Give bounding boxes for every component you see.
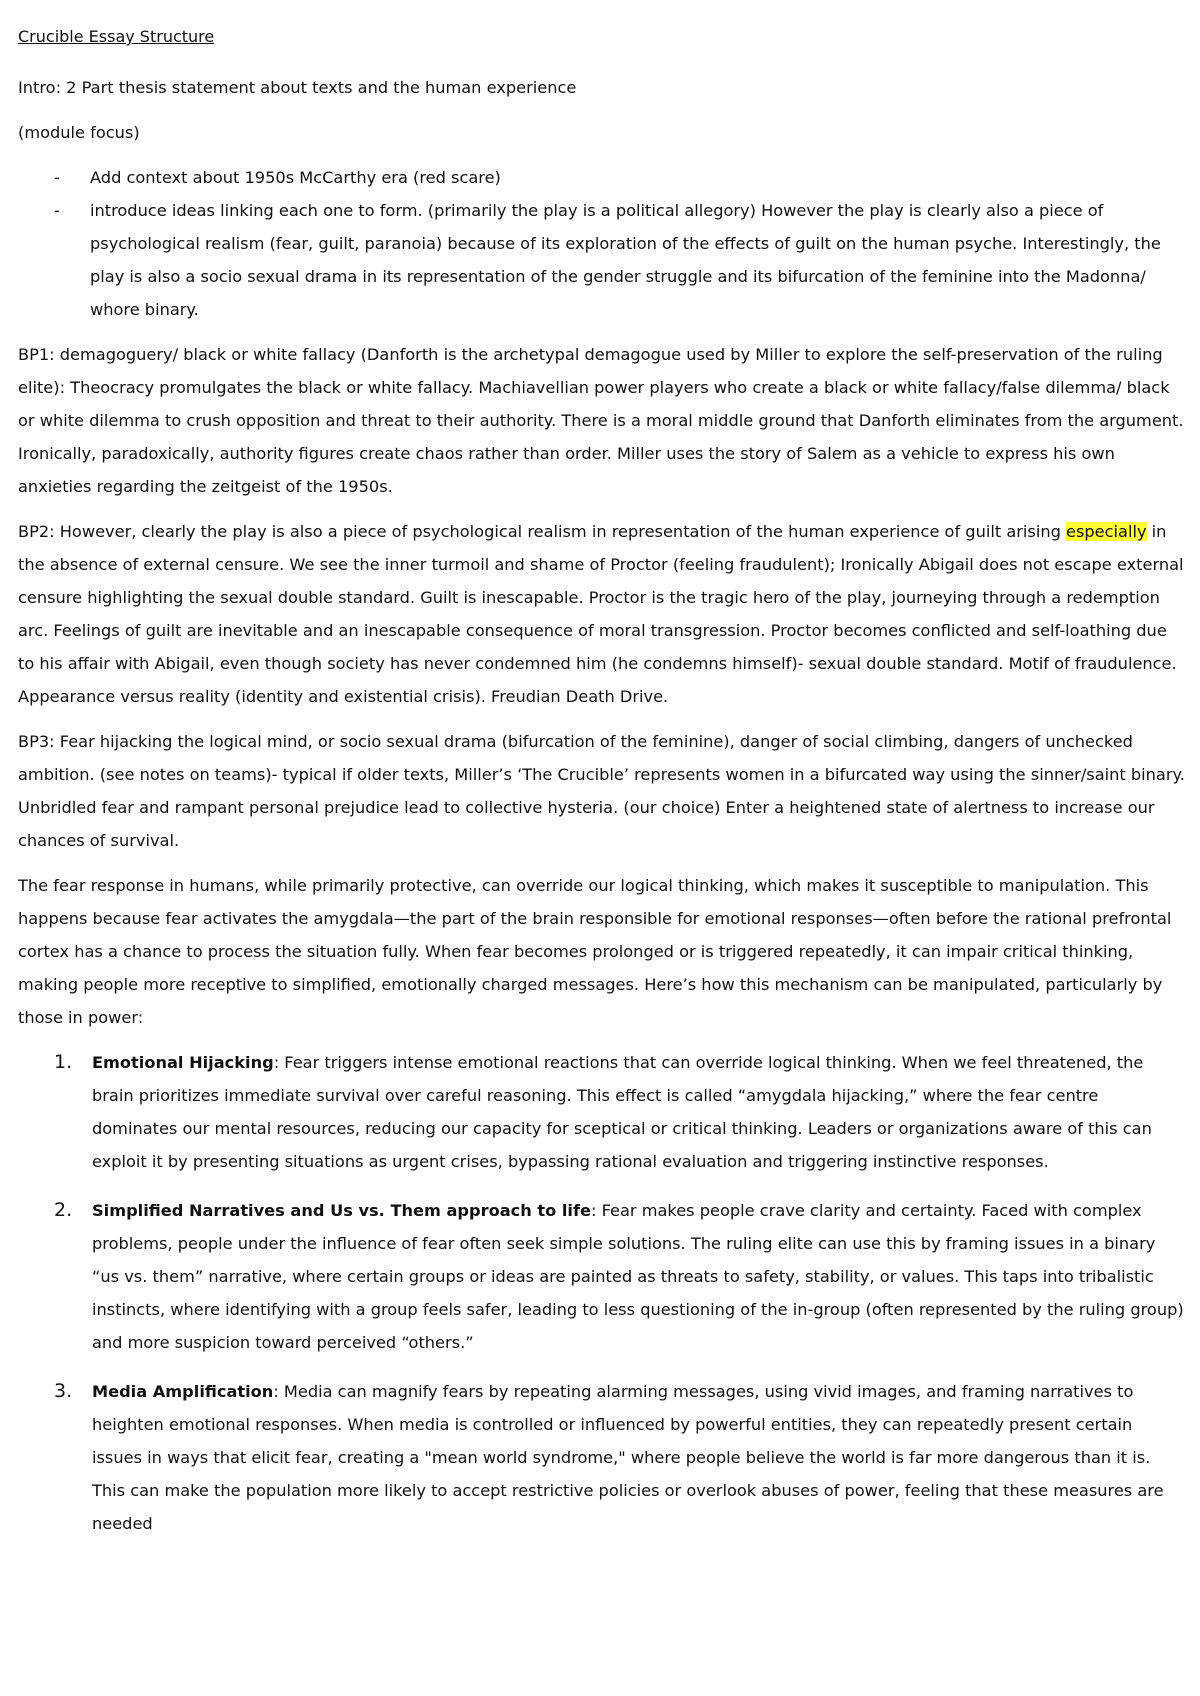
dash-marker: - (54, 168, 60, 187)
fear-response-paragraph: The fear response in humans, while primarily protective, can override our logical thinking, which makes it susceptible to manipulation. This happens because fear activates the amygdala—the part of the brain responsible for emotional responses—often before the rational prefrontal cortex has a chance to process the situation fully. When fear becomes prolonged or is triggered repeatedly, it can impair critical thinking, making people more receptive to simplified, emotionally charged messages. Here’s how this mechanism can be manipulated, particularly by those in power: (18, 876, 1172, 1027)
list-item-text: introduce ideas linking each one to form. (primarily the play is a political allegory) However the play is clearly also a piece of psychological realism (fear, guilt, paranoia) because of its exploration of the effects of guilt on the human psyche. Interestingly, the play is also a socio sexual drama in its representation of the gender struggle and its bifurcation of the feminine into the Madonna/ whore binary. (90, 201, 1161, 319)
item-term: Media Amplification (92, 1382, 274, 1401)
highlighted-word: especially (1066, 522, 1147, 541)
item-text: : Fear makes people crave clarity and certainty. Faced with complex problems, people under the influence of fear often seek simple solutions. The ruling elite can use this by framing issues in a binary “us vs. them” narrative, where certain groups or ideas are painted as threats to safety, stability, or values. This taps into tribalistic instincts, where identifying with a group feels safer, leading to less questioning of the in-group (often represented by the ruling group) and more suspicion toward perceived “others.” (92, 1201, 1184, 1352)
manipulation-mechanisms-list (18, 1046, 1186, 1540)
bp2-text-after: in the absence of external censure. We see the inner turmoil and shame of Proctor (feeling fraudulent); Ironically Abigail does not escape external censure highlighting the sexual double standard. Guilt is inescapable. Proctor is the tragic hero of the play, journeying through a redemption arc. Feelings of guilt are inevitable and an inescapable consequence of moral transgression. Proctor becomes conflicted and self-loathing due to his affair with Abigail, even though society has never condemned him (he condemns himself)- sexual double standard. Motif of fraudulence. Appearance versus reality (identity and existential crisis). Freudian Death Drive. (18, 522, 1184, 706)
dash-marker: - (54, 201, 60, 220)
item-term: Emotional Hijacking (92, 1053, 274, 1072)
context-list (18, 161, 1186, 326)
body-paragraph-3: BP3: Fear hijacking the logical mind, or socio sexual drama (bifurcation of the feminine), danger of social climbing, dangers of unchecked ambition. (see notes on teams)- typical if older texts, Miller’s ‘The Crucible’ represents women in a bifurcated way using the sinner/saint binary. Unbridled fear and rampant personal prejudice lead to collective hysteria. (our choice) Enter a heightened state of alertness to increase our chances of survival. (18, 732, 1185, 850)
body-paragraph-1: BP1: demagoguery/ black or white fallacy (Danforth is the archetypal demagogue used by Miller to explore the self-preservation of the ruling elite): Theocracy promulgates the black or white fallacy. Machiavellian power players who create a black or white fallacy/false dilemma/ black or white dilemma to crush opposition and threat to their authority. There is a moral middle ground that Danforth eliminates from the argument. Ironically, paradoxically, authority figures create chaos rather than order. Miller uses the story of Salem as a vehicle to express his own anxieties regarding the zeitgeist of the 1950s. (18, 345, 1184, 496)
item-number: 2. (54, 1199, 73, 1221)
module-focus-line: (module focus) (18, 123, 140, 142)
intro-line: Intro: 2 Part thesis statement about texts and the human experience (18, 78, 577, 97)
list-item (18, 161, 1186, 194)
bp2-text-before: BP2: However, clearly the play is also a piece of psychological realism in representation of the human experience of guilt arising (18, 522, 1066, 541)
item-term: Simplified Narratives and Us vs. Them approach to life (92, 1201, 592, 1220)
numbered-item (18, 1375, 1186, 1540)
numbered-item (18, 1046, 1186, 1178)
document-title: Crucible Essay Structure (18, 27, 215, 46)
item-number: 1. (54, 1051, 73, 1073)
list-item (18, 194, 1186, 326)
list-item-text: Add context about 1950s McCarthy era (red scare) (90, 168, 501, 187)
numbered-item (18, 1194, 1186, 1359)
body-paragraph-2 (18, 515, 1186, 713)
item-number: 3. (54, 1380, 73, 1402)
item-text: : Fear triggers intense emotional reactions that can override logical thinking. When we feel threatened, the brain prioritizes immediate survival over careful reasoning. This effect is called “amygdala hijacking,” where the fear centre dominates our mental resources, reducing our capacity for sceptical or critical thinking. Leaders or organizations aware of this can exploit it by presenting situations as urgent crises, bypassing rational evaluation and triggering instinctive responses. (92, 1053, 1152, 1171)
item-text: : Media can magnify fears by repeating alarming messages, using vivid images, and framing narratives to heighten emotional responses. When media is controlled or influenced by powerful entities, they can repeatedly present certain issues in ways that elicit fear, creating a "mean world syndrome," where people believe the world is far more dangerous than it is. This can make the population more likely to accept restrictive policies or overlook abuses of power, feeling that these measures are needed (92, 1382, 1164, 1533)
